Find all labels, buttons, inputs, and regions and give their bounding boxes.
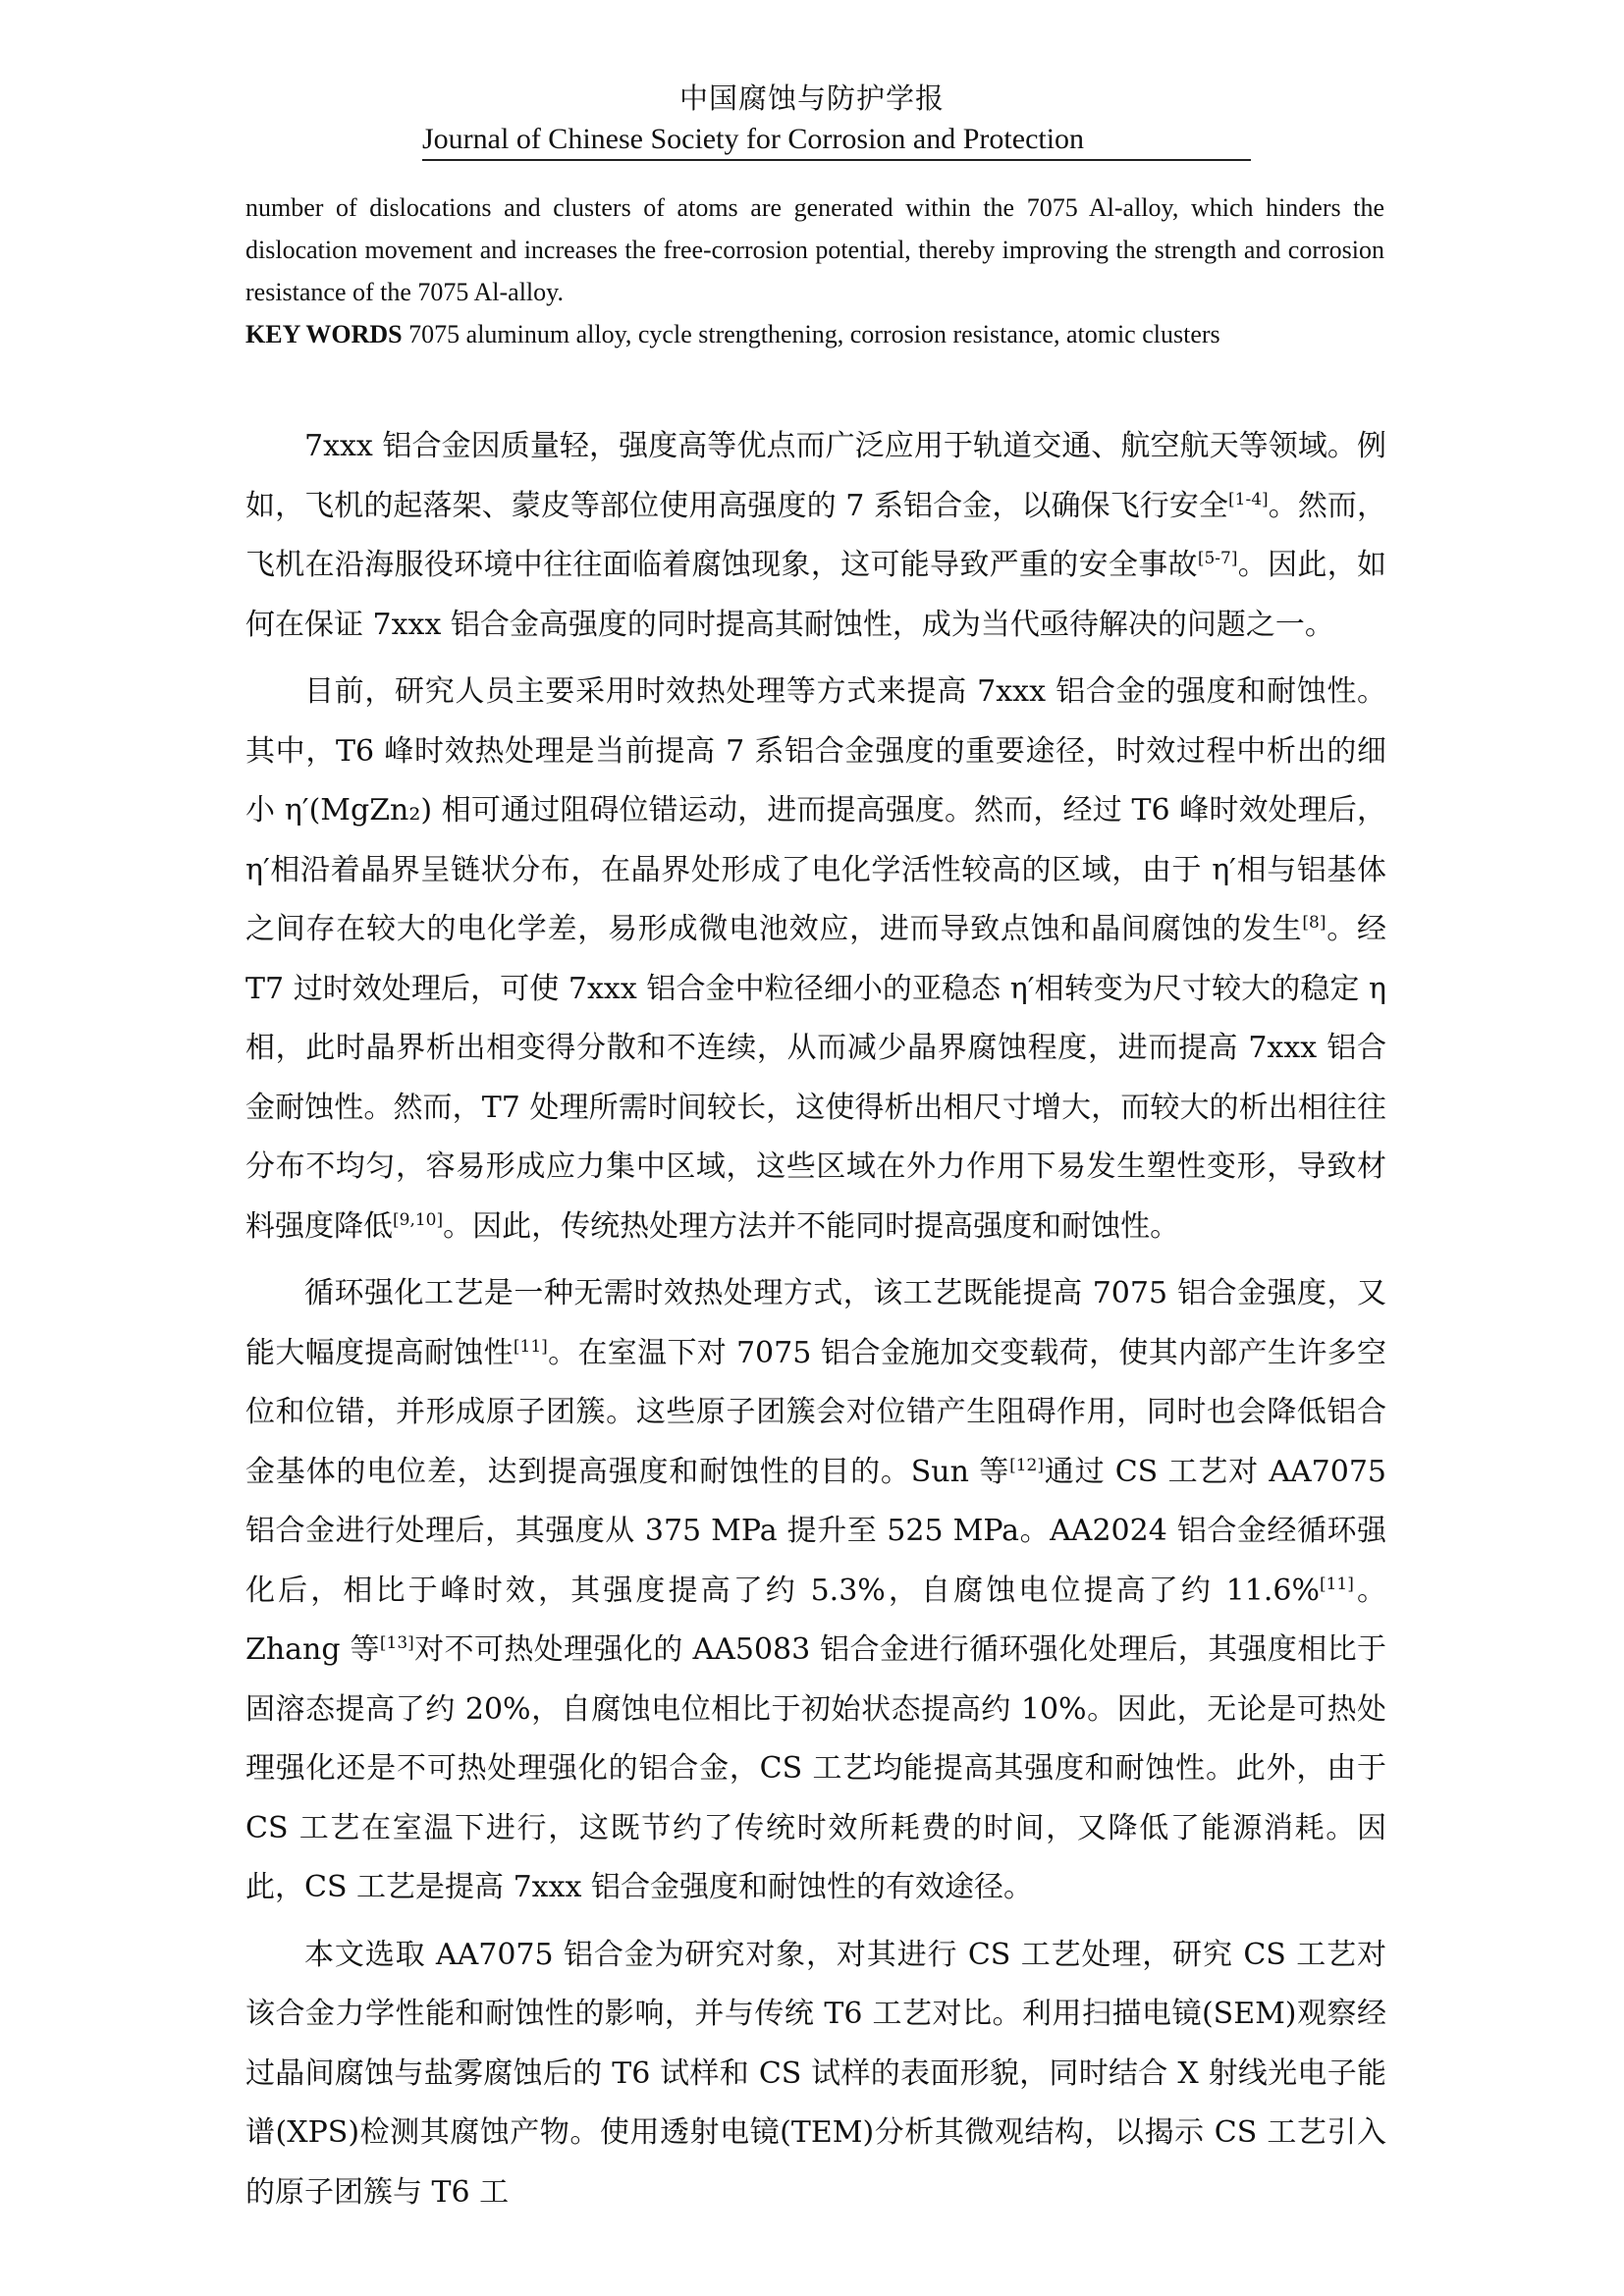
citation: [1-4] <box>1228 489 1269 509</box>
citation: [11] <box>1319 1574 1354 1594</box>
paragraph-text: 。然而，飞机在沿海服役环境中往往面临着腐蚀现象，这可能导致严重的安全事故 <box>245 488 1386 582</box>
paragraph-text: 。在室温下对 7075 铝合金施加交变载荷，使其内部产生许多空位和位错，并形成原子团簇。这些原子团簇会对位错产生阻碍作用，同时也会降低铝合金基体的电位差，达到提高强度和耐蚀性的目的。Sun 等 <box>245 1335 1387 1489</box>
page-header <box>0 77 1624 155</box>
citation: [13] <box>379 1633 414 1653</box>
paragraph <box>245 663 1386 1256</box>
paragraph-text: 对不可热处理强化的 AA5083 铝合金进行循环强化处理后，其强度相比于固溶态提高了约 20%，自腐蚀电位相比于初始状态提高约 10%。因此，无论是可热处理强化还是不可热处理强化的铝合金，CS 工艺均能提高其强度和耐蚀性。此外，由于 CS 工艺在室温下进行，这既节约了传统时效所耗费的时间，又降低了能源消耗。因此，CS 工艺是提高 7xxx 铝合金强度和耐蚀性的有效途径。 <box>245 1632 1387 1904</box>
paragraph-text: 目前，研究人员主要采用时效热处理等方式来提高 7xxx 铝合金的强度和耐蚀性。其中，T6 峰时效热处理是当前提高 7 系铝合金强度的重要途径，时效过程中析出的细小 η′(MgZn₂) 相可通过阻碍位错运动，进而提高强度。然而，经过 T6 峰时效处理后，η′相沿着晶界呈链状分布，在晶界处形成了电化学活性较高的区域，由于 η′相与铝基体之间存在较大的电化学差，易形成微电池效应，进而导致点蚀和晶间腐蚀的发生 <box>245 674 1386 946</box>
journal-title-en: Journal of Chinese Society for Corrosion and Protection <box>422 123 1085 155</box>
keywords <box>245 313 1384 355</box>
citation: [11] <box>513 1336 548 1357</box>
paragraph-text: 本文选取 AA7075 铝合金为研究对象，对其进行 CS 工艺处理，研究 CS 工艺对该合金力学性能和耐蚀性的影响，并与传统 T6 工艺对比。利用扫描电镜(SEM)观察经过晶间腐蚀与盐雾腐蚀后的 T6 试样和 CS 试样的表面形貌，同时结合 X 射线光电子能谱(XPS)检测其腐蚀产物。使用透射电镜(TEM)分析其微观结构，以揭示 CS 工艺引入的原子团簇与 T6 工 <box>245 1937 1386 2210</box>
citation: [8] <box>1302 913 1326 933</box>
paragraph-text: 。因此，传统热处理方法并不能同时提高强度和耐蚀性。 <box>443 1208 1180 1244</box>
paragraph-text: 。因此，如何在保证 7xxx 铝合金高强度的同时提高其耐蚀性，成为当代亟待解决的问题之一。 <box>245 548 1387 642</box>
paragraph-text: 。经 T7 过时效处理后，可使 7xxx 铝合金中粒径细小的亚稳态 η′相转变为尺寸较大的稳定 η 相，此时晶界析出相变得分散和不连续，从而减少晶界腐蚀程度，进而提高 7xxx 铝合金耐蚀性。然而，T7 处理所需时间较长，这使得析出相尺寸增大，而较大的析出相往往分布不均匀，容易形成应力集中区域，这些区域在外力作用下易发生塑性变形，导致材料强度降低 <box>245 912 1387 1244</box>
paragraph-text: 循环强化工艺是一种无需时效热处理方式，该工艺既能提高 7075 铝合金强度，又能大幅度提高耐蚀性 <box>245 1276 1386 1370</box>
citation: [9,10] <box>393 1209 444 1230</box>
paragraph-text: 通过 CS 工艺对 AA7075 铝合金进行处理后，其强度从 375 MPa 提升至 525 MPa。AA2024 铝合金经循环强化后，相比于峰时效，其强度提高了约 5.3%，自腐蚀电位提高了约 11.6% <box>245 1454 1387 1608</box>
paragraph <box>245 1926 1386 2223</box>
journal-title-cn: 中国腐蚀与防护学报 <box>678 81 945 115</box>
body-text <box>245 417 1386 2230</box>
paragraph-text: 。Zhang 等 <box>245 1573 1387 1667</box>
citation: [12] <box>1009 1455 1044 1475</box>
paragraph <box>245 1264 1386 1918</box>
paragraph <box>245 417 1386 655</box>
keywords-label: KEY WORDS <box>245 320 403 348</box>
keywords-text: 7075 aluminum alloy, cycle strengthening, corrosion resistance, atomic clusters <box>402 320 1220 348</box>
abstract-section <box>245 187 1384 355</box>
abstract-text: number of dislocations and clusters of atoms are generated within the 7075 Al-alloy, which hinders the dislocation movement and increases the free-corrosion potential, thereby improving the strength and corrosion resistance of the 7075 Al-alloy. <box>245 193 1384 306</box>
citation: [5-7] <box>1197 549 1238 568</box>
header-rule <box>422 159 1251 161</box>
paragraph-text: 7xxx 铝合金因质量轻，强度高等优点而广泛应用于轨道交通、航空航天等领域。例如，飞机的起落架、蒙皮等部位使用高强度的 7 系铝合金，以确保飞行安全 <box>245 429 1386 523</box>
